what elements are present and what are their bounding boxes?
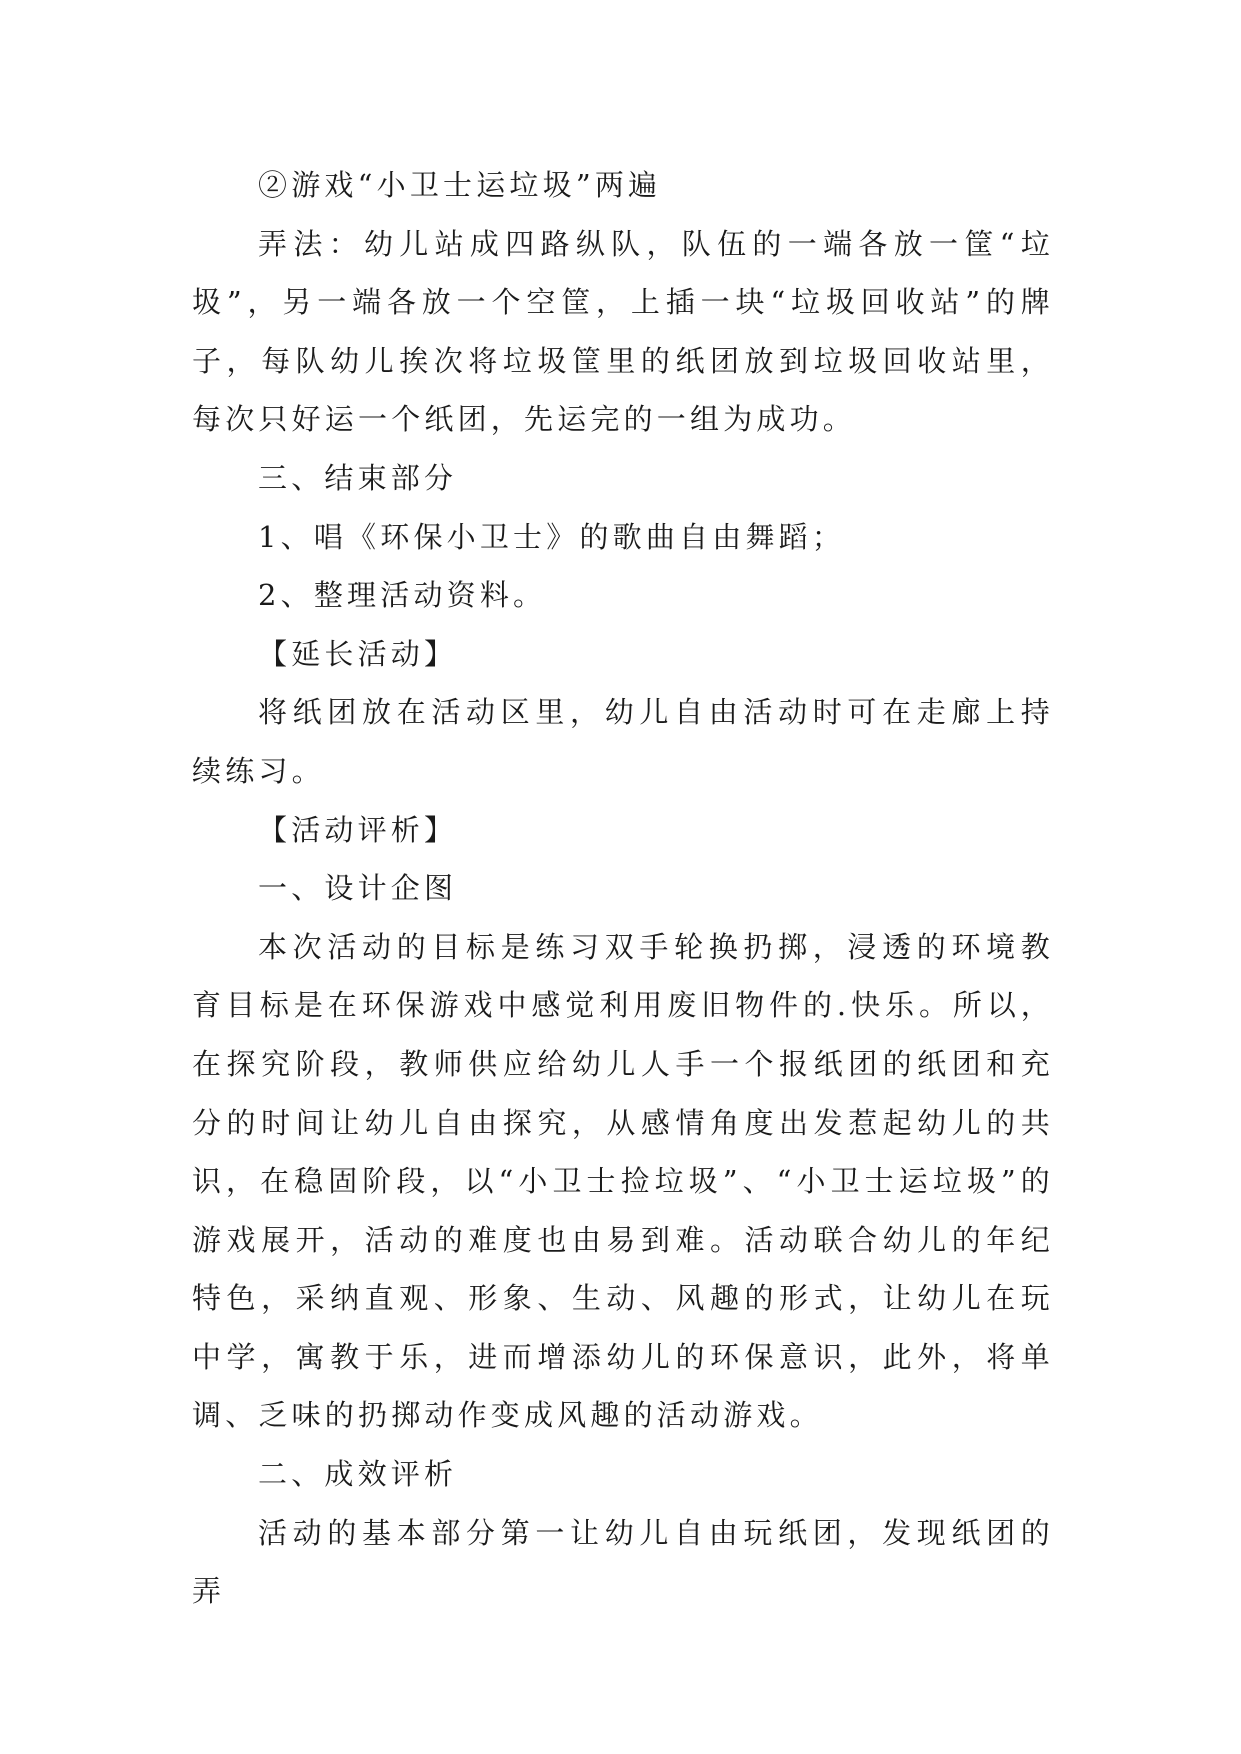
subheading-design-intent: 一、设计企图 xyxy=(258,871,458,906)
paragraph-extension: 将纸团放在活动区里，幼儿自由活动时可在走廊上持续练习。 xyxy=(192,695,1054,788)
section-heading-extension: 【延长活动】 xyxy=(258,636,458,671)
paragraph-effect-analysis: 活动的基本部分第一让幼儿自由玩纸团，发现纸团的弄 xyxy=(192,1515,1054,1609)
paragraph-design-intent: 本次活动的目标是练习双手轮换扔掷，浸透的环境教育目标是在环保游戏中感觉利用废旧物件的.快乐。所以，在探究阶段，教师供应给幼儿人手一个报纸团的纸团和充分的时间让幼儿自由探究，从感情角度出发惹起幼儿的共识，在稳固阶段，以“小卫士捡垃圾”、“小卫士运垃圾”的游戏展开，活动的难度也由易到难。活动联合幼儿的年纪特色，采纳直观、形象、生动、风趣的形式，让幼儿在玩中学，寓教于乐，进而增添幼儿的环保意识，此外，将单调、乏味的扔掷动作变成风趣的活动游戏。 xyxy=(192,929,1054,1433)
document-body xyxy=(192,156,1054,1621)
paragraph-game-transport: ②游戏“小卫士运垃圾”两遍 xyxy=(258,168,662,202)
section-heading-ending: 三、结束部分 xyxy=(258,460,458,495)
list-item-tidy: 2、整理活动资料。 xyxy=(258,578,547,613)
list-item-song: 1、唱《环保小卫士》的歌曲自由舞蹈； xyxy=(258,519,846,554)
subheading-effect-analysis: 二、成效评析 xyxy=(258,1457,458,1492)
paragraph-rules: 弄法：幼儿站成四路纵队，队伍的一端各放一筐“垃圾”，另一端各放一个空筐，上插一块“垃圾回收站”的牌子，每队幼儿挨次将垃圾筐里的纸团放到垃圾回收站里，每次只好运一个纸团，先运完的一组为成功。 xyxy=(192,226,1054,437)
section-heading-analysis: 【活动评析】 xyxy=(258,812,458,847)
